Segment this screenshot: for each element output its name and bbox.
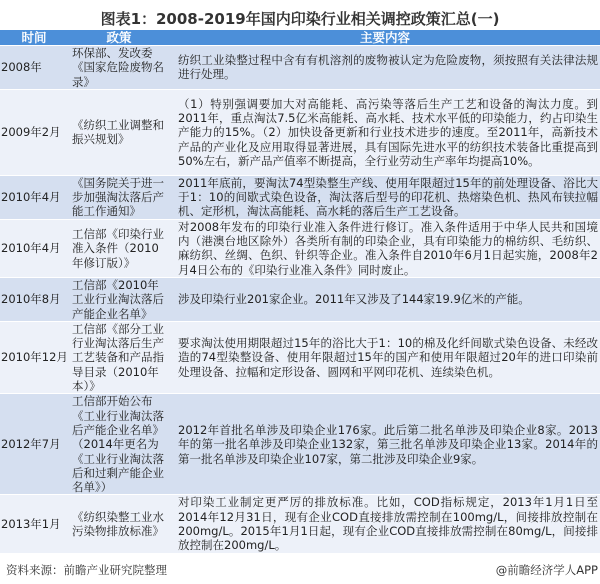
table-title: 图表1：2008-2019年国内印染行业相关调控政策汇总(一) — [100, 10, 500, 28]
cell-content: 2012年首批名单涉及印染企业176家。此后第二批名单涉及印染企业8家。2013年的第一批名单涉及印染企业132家，第三批名单涉及印染企业13家。2014年的第一批名单涉及印染企业107家，第二批涉及印染企业9家。 — [170, 394, 600, 495]
cell-policy: 工信部《印染行业准入条件（2010年修订版）》 — [68, 219, 170, 277]
table-row — [0, 321, 600, 393]
header-content: 主要内容 — [170, 30, 600, 46]
header-policy: 政策 — [68, 30, 170, 46]
source-note: 资料来源：前瞻产业研究院整理 — [6, 562, 167, 577]
table-row — [0, 46, 600, 90]
cell-policy: 工信部《2010年工业行业淘汰落后产能企业名单》 — [68, 277, 170, 321]
cell-time: 2008年 — [0, 46, 68, 90]
table-row — [0, 277, 600, 321]
table-row — [0, 89, 600, 175]
cell-policy: 工信部《部分工业行业淘汰落后生产工艺装备和产品指导目录（2010年本）》 — [68, 321, 170, 393]
cell-content: 涉及印染行业201家企业。2011年又涉及了144家19.9亿米的产能。 — [170, 277, 600, 321]
cell-policy: 《纺织工业调整和振兴规划》 — [68, 89, 170, 175]
cell-time: 2010年12月 — [0, 321, 68, 393]
policy-table — [0, 30, 600, 554]
cell-time: 2009年2月 — [0, 89, 68, 175]
cell-content: 要求淘汰使用期限超过15年的浴比大于1：10的棉及化纤间歇式染色设备、未经改造的74型染整设备、使用年限超过15年的国产和使用年限超过20年的进口印染前处理设备、拉幅和定形设备、圆网和平网印花机、连续染色机。 — [170, 321, 600, 393]
cell-policy: 《国务院关于进一步加强淘汰落后产能工作通知》 — [68, 175, 170, 219]
table-row — [0, 394, 600, 495]
cell-content: （1）特别强调要加大对高能耗、高污染等落后生产工艺和设备的淘汰力度。到2011年，重点淘汰7.5亿米高能耗、高水耗、技术水平低的印染能力，约占印染生产能力的15%。（2）加快设备更新和行业技术进步的速度。至2011年，高新技术产品的产业化及应用取得显著进展，具有国际先进水平的纺织技术装备比重提高到50%左右，新产品产值率不断提高，全行业劳动生产率年均提高10%。 — [170, 89, 600, 175]
cell-policy: 《纺织染整工业水污染物排放标准》 — [68, 495, 170, 553]
cell-time: 2010年4月 — [0, 219, 68, 277]
table-row — [0, 495, 600, 553]
cell-content: 对印染工业制定更严厉的排放标准。比如，COD指标规定，2013年1月1日至2014年12月31日，现有企业COD直接排放需控制在100mg/L，间接排放控制在200mg/L。2015年1月1日起，现有企业COD直接排放需控制在80mg/L，间接排放控制在200mg/L。 — [170, 495, 600, 553]
cell-content: 2011年底前，要淘汰74型染整生产线、使用年限超过15年的前处理设备、浴比大于1：10的间歇式染色设备，淘汰落后型号的印花机、热熔染色机、热风布铗拉幅机、定形机，淘汰高能耗、高水耗的落后生产工艺设备。 — [170, 175, 600, 219]
cell-time: 2012年7月 — [0, 394, 68, 495]
cell-time: 2013年1月 — [0, 495, 68, 553]
cell-time: 2010年8月 — [0, 277, 68, 321]
cell-policy: 环保部、发改委《国家危险废物名录》 — [68, 46, 170, 90]
cell-content: 对2008年发布的印染行业准入条件进行修订。准入条件适用于中华人民共和国境内（港澳台地区除外）各类所有制的印染企业，具有印染能力的棉纺织、毛纺织、麻纺织、丝绸、色织、针织等企业。准入条件自2010年6月1日起实施，2008年2月4日公布的《印染行业准入条件》同时废止。 — [170, 219, 600, 277]
header-time: 时间 — [0, 30, 68, 46]
footer — [0, 554, 600, 584]
cell-content: 纺织工业染整过程中含有有机溶剂的废物被认定为危险废物，须按照有关法律法规进行处理。 — [170, 46, 600, 90]
cell-time: 2010年4月 — [0, 175, 68, 219]
table-row — [0, 175, 600, 219]
table-row — [0, 219, 600, 277]
watermark-credit: @前瞻经济学人APP — [495, 562, 598, 577]
cell-policy: 工信部开始公布《工业行业淘汰落后产能企业名单》（2014年更名为《工业行业淘汰落后和过剩产能企业名单》） — [68, 394, 170, 495]
table-header-row — [0, 30, 600, 46]
